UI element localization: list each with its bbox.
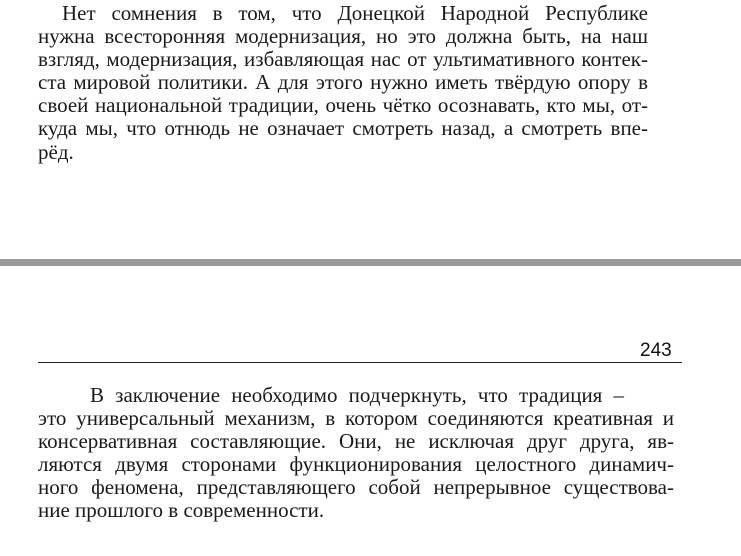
text-line: В заключение необходимо подчеркнуть, что традиция – bbox=[90, 383, 624, 407]
text-line: ние прошлого в современности. bbox=[38, 498, 325, 522]
text-line: взгляд, модернизация, избавляющая нас от ультимативного контек- bbox=[38, 47, 648, 71]
text-line: ста мировой политики. А для этого нужно иметь твёрдую опору в bbox=[38, 70, 648, 94]
text-line: ного феномена, представляющего собой непрерывное существова- bbox=[38, 475, 674, 499]
text-line: своей национальной традиции, очень чётко осознавать, кто мы, от- bbox=[38, 93, 648, 117]
text-line: рёд. bbox=[38, 140, 74, 164]
text-line: это универсальный механизм, в котором соединяются креативная и bbox=[38, 406, 674, 430]
page-number: 243 bbox=[640, 340, 672, 361]
header-rule bbox=[38, 362, 682, 363]
text-line: консервативная составляющие. Они, не исключая друг друга, яв- bbox=[38, 429, 674, 453]
text-line: Нет сомнения в том, что Донецкой Народной Республике bbox=[62, 1, 648, 25]
page-divider bbox=[0, 259, 741, 266]
text-line: ляются двумя сторонами функционирования целостного динамич- bbox=[38, 452, 674, 476]
text-line: куда мы, что отнюдь не означает смотреть назад, а смотреть впе- bbox=[38, 116, 648, 140]
text-line: нужна всесторонняя модернизация, но это должна быть, на наш bbox=[38, 24, 648, 48]
